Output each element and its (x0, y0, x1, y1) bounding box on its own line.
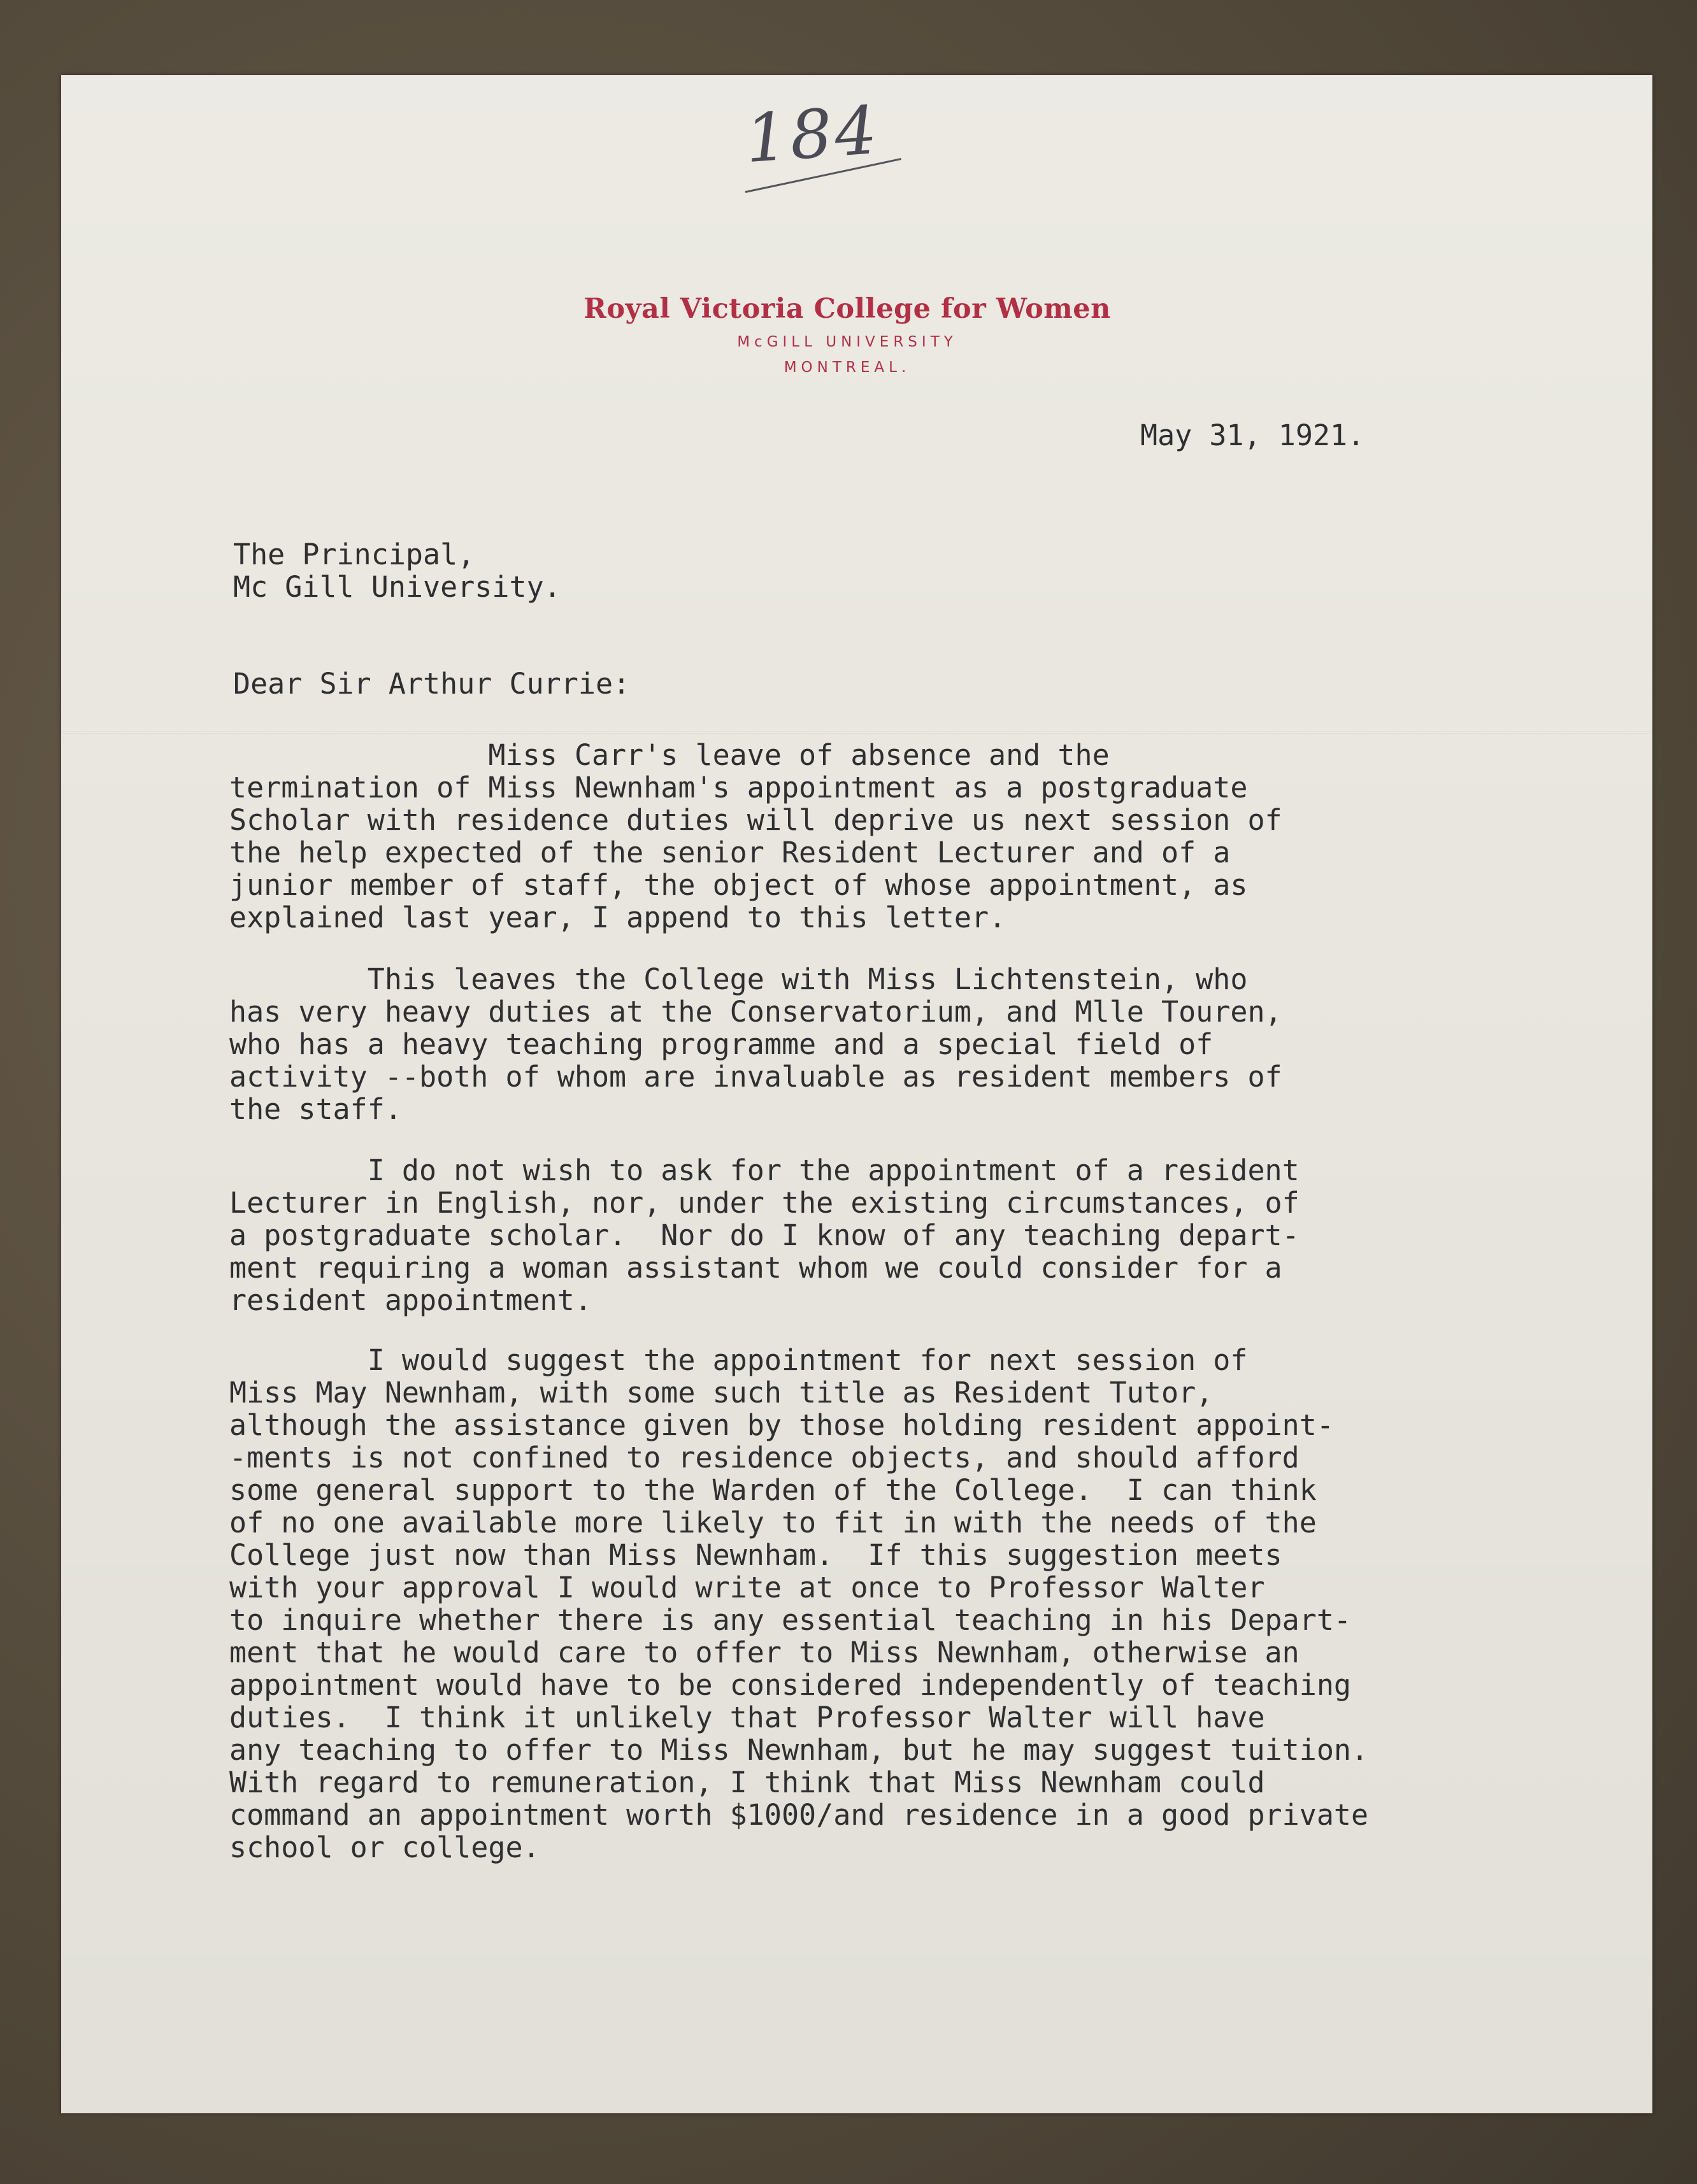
paragraph-line: I would suggest the appointment for next session of (229, 1343, 1248, 1377)
paragraph-line: Miss May Newnham, with some such title as Resident Tutor, (229, 1376, 1214, 1410)
letterhead (573, 293, 1121, 376)
paragraph-line: who has a heavy teaching programme and a special field of (229, 1027, 1214, 1061)
paragraph-line: to inquire whether there is any essential teaching in his Depart- (229, 1603, 1351, 1637)
paragraph-line: ment requiring a woman assistant whom we could consider for a (229, 1251, 1282, 1285)
paragraph-line: Lecturer in English, nor, under the existing circumstances, of (229, 1186, 1300, 1220)
paragraph-line: some general support to the Warden of the College. I can think (229, 1473, 1317, 1507)
paragraph-line: a postgraduate scholar. Nor do I know of any teaching depart- (229, 1218, 1300, 1252)
paragraph-1 (229, 739, 1282, 934)
folio-number-text: 184 (743, 90, 882, 178)
paragraph-line: although the assistance given by those holding resident appoint- (229, 1408, 1334, 1442)
paragraph-line: College just now than Miss Newnham. If this suggestion meets (229, 1538, 1282, 1572)
paragraph-line: activity --both of whom are invaluable as resident members of (229, 1060, 1282, 1094)
addressee-block (233, 538, 561, 603)
paragraph-line: With regard to remuneration, I think that Miss Newnham could (229, 1766, 1265, 1799)
paragraph-line: termination of Miss Newnham's appointment as a postgraduate (229, 771, 1248, 804)
paragraph-line: -ments is not confined to residence objects, and should afford (229, 1441, 1300, 1474)
paragraph-line: of no one available more likely to fit in with the needs of the (229, 1506, 1317, 1539)
paragraph-line: I do not wish to ask for the appointment of a resident (229, 1153, 1300, 1187)
letterhead-university: McGILL UNIVERSITY (737, 334, 957, 350)
letter-date: May 31, 1921. (1140, 418, 1365, 452)
letterhead-city: MONTREAL. (784, 359, 911, 376)
paragraph-3 (229, 1154, 1300, 1317)
paper-fold-crease (61, 731, 1652, 734)
paragraph-4 (229, 1344, 1368, 1864)
paragraph-line: with your approval I would write at once to Professor Walter (229, 1571, 1265, 1604)
paragraph-line: Miss Carr's leave of absence and the (229, 738, 1110, 772)
handwritten-folio-number (733, 90, 924, 223)
paragraph-line: ment that he would care to offer to Miss Newnham, otherwise an (229, 1636, 1300, 1669)
paragraph-line: junior member of staff, the object of whose appointment, as (229, 868, 1248, 902)
addressee-line-2: Mc Gill University. (233, 570, 561, 604)
paragraph-line: Scholar with residence duties will deprive us next session of (229, 803, 1282, 837)
paragraph-line: the help expected of the senior Resident Lecturer and of a (229, 836, 1231, 869)
letterhead-college-name: Royal Victoria College for Women (584, 293, 1111, 325)
salutation: Dear Sir Arthur Currie: (233, 667, 631, 701)
paragraph-line: This leaves the College with Miss Lichtenstein, who (229, 962, 1248, 996)
paragraph-line: the staff. (229, 1092, 402, 1126)
paragraph-line: resident appointment. (229, 1283, 592, 1317)
paragraph-line: school or college. (229, 1831, 540, 1864)
paragraph-line: appointment would have to be considered independently of teaching (229, 1668, 1351, 1702)
paragraph-line: has very heavy duties at the Conservatorium, and Mlle Touren, (229, 995, 1282, 1029)
paragraph-line: command an appointment worth $1000/and residence in a good private (229, 1798, 1369, 1832)
addressee-line-1: The Principal, (233, 538, 475, 571)
paragraph-2 (229, 963, 1282, 1125)
paragraph-line: duties. I think it unlikely that Professor Walter will have (229, 1701, 1265, 1734)
paragraph-line: any teaching to offer to Miss Newnham, but he may suggest tuition. (229, 1733, 1369, 1767)
paragraph-line: explained last year, I append to this letter. (229, 901, 1006, 934)
